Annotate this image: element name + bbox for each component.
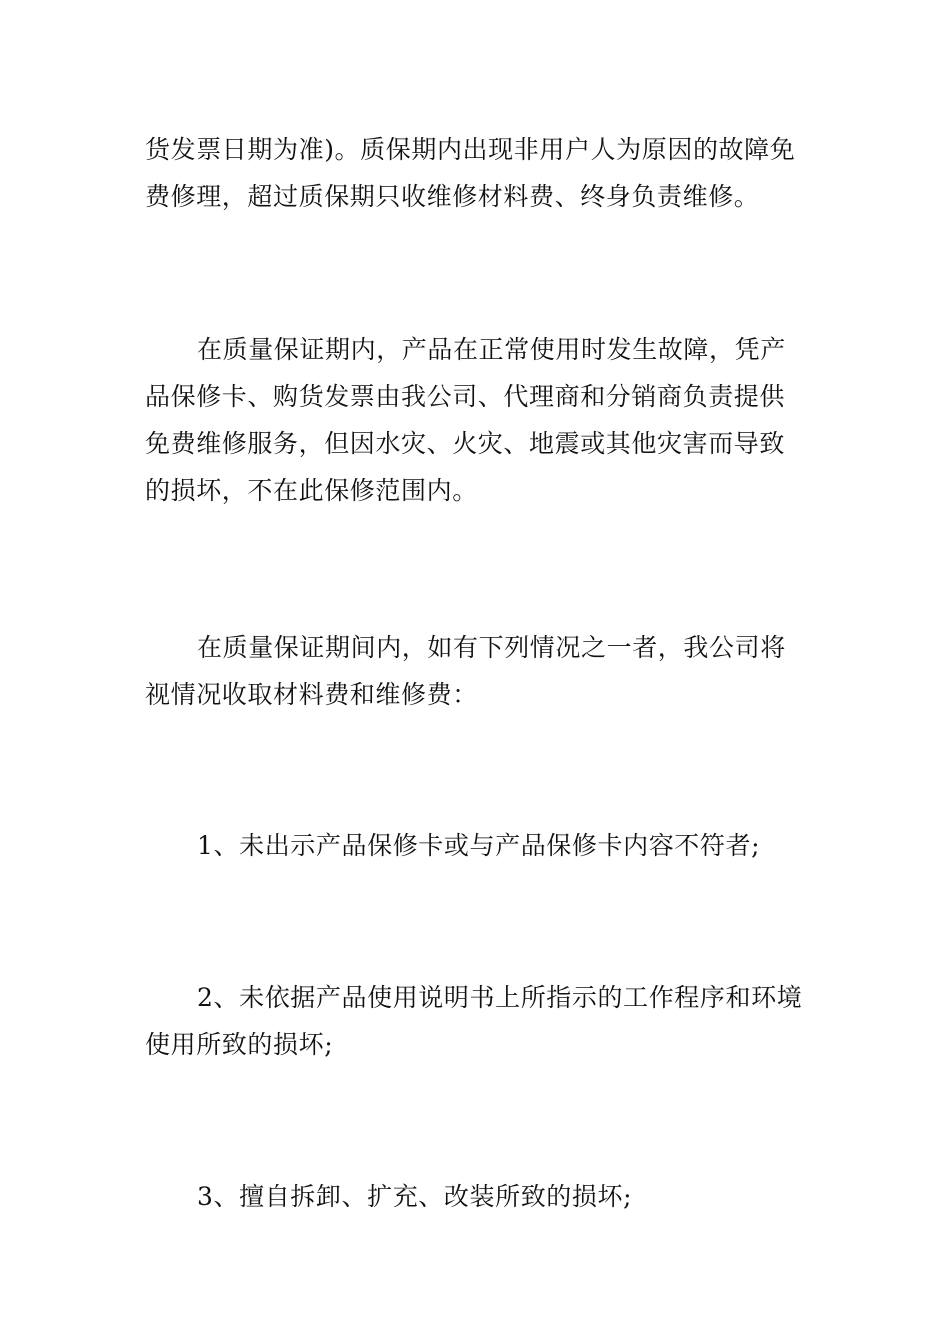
text-line: 2、未依据产品使用说明书上所指示的工作程序和环境	[197, 983, 803, 1012]
text-line: 的损坏，不在此保修范围内。	[145, 476, 478, 505]
text-line: 品保修卡、购货发票由我公司、代理商和分销商负责提供	[145, 382, 786, 411]
text-line: 使用所致的损坏;	[145, 1030, 334, 1059]
text-line: 在质量保证期间内，如有下列情况之一者，我公司将	[197, 633, 786, 662]
text-line: 在质量保证期内，产品在正常使用时发生故障，凭产	[197, 335, 786, 364]
paragraph-free-repair-scope	[145, 326, 810, 514]
paragraph-warranty-period-end	[145, 126, 810, 220]
paragraph-charge-conditions	[145, 624, 810, 718]
text-line: 1、未出示产品保修卡或与产品保修卡内容不符者;	[197, 831, 761, 860]
text-line: 视情况收取材料费和维修费：	[145, 680, 478, 709]
text-line: 免费维修服务，但因水灾、火灾、地震或其他灾害而导致	[145, 429, 786, 458]
list-item-3	[145, 1173, 810, 1220]
text-line: 3、擅自拆卸、扩充、改装所致的损坏;	[197, 1182, 633, 1211]
list-item-2	[145, 974, 810, 1068]
list-item-1	[145, 822, 810, 869]
text-line: 货发票日期为准)。质保期内出现非用户人为原因的故障免	[145, 135, 796, 164]
text-line: 费修理，超过质保期只收维修材料费、终身负责维修。	[145, 182, 760, 211]
